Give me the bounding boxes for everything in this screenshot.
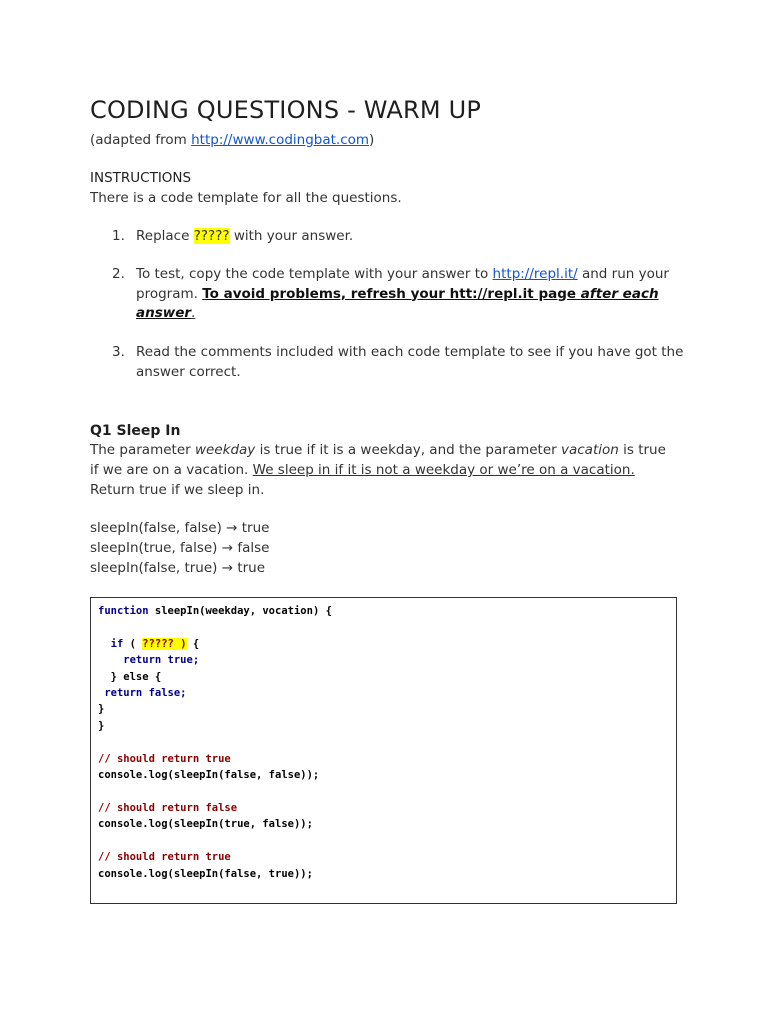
step-2-after: and run your program. — [136, 266, 669, 302]
step-number: 3. — [112, 344, 125, 360]
desc-part: Return true if we sleep in. — [90, 482, 265, 498]
step-2-end: . — [191, 305, 196, 321]
example-1: sleepIn(false, false) → true — [90, 520, 270, 536]
code-line: return false; — [98, 687, 187, 700]
code-keyword: if — [98, 637, 124, 650]
step-text: Read the comments included with each code template to see if you have got the answer correct. — [136, 344, 684, 380]
desc-part: is true if we are on a vacation. — [90, 442, 666, 478]
code-text: ( — [123, 637, 143, 650]
code-keyword: function — [98, 605, 149, 617]
placeholder-highlight: ????? — [193, 228, 230, 244]
source-attribution — [90, 130, 374, 150]
code-comment: // should return false — [98, 801, 238, 814]
step-2-warning: To avoid problems, refresh your htt://repl.it page — [202, 285, 581, 302]
page-title: CODING QUESTIONS - WARM UP — [90, 96, 482, 124]
code-line: } — [98, 703, 105, 716]
instructions-heading: INSTRUCTIONS — [90, 170, 192, 186]
code-line: console.log(sleepIn(false, false)); — [98, 769, 320, 782]
step-2-before: To test, copy the code template with your answer to — [136, 266, 493, 282]
param-weekday: weekday — [194, 442, 256, 458]
param-vacation: vacation — [561, 442, 619, 458]
desc-part: The parameter — [90, 442, 195, 458]
code-line: } — [98, 719, 105, 732]
step-1-after: with your answer. — [229, 228, 354, 244]
desc-rule: We sleep in if it is not a weekday or we’re on a vacation. — [252, 462, 635, 478]
code-line: console.log(sleepIn(true, false)); — [98, 818, 313, 831]
question-heading: Q1 Sleep In — [90, 423, 181, 439]
question-description — [90, 440, 670, 500]
code-comment: // should return true — [98, 851, 231, 864]
repl-link[interactable]: http://repl.it/ — [492, 266, 578, 282]
instructions-intro: There is a code template for all the questions. — [90, 190, 402, 206]
step-2-emphasis: after each answer — [136, 285, 659, 321]
adapted-prefix: (adapted from — [90, 132, 192, 148]
code-text: { — [186, 637, 200, 650]
step-number: 1. — [112, 228, 125, 244]
code-line: return true; — [98, 654, 200, 667]
code-comment: // should return true — [98, 752, 231, 765]
code-template-box[interactable] — [90, 597, 677, 904]
desc-part: is true if it is a weekday, and the parameter — [255, 442, 561, 458]
example-2: sleepIn(true, false) → false — [90, 540, 270, 556]
code-line: } else { — [98, 670, 162, 683]
code-block — [98, 603, 332, 882]
code-placeholder: ????? ) — [142, 637, 187, 650]
step-text — [136, 227, 696, 247]
code-text: sleepIn(weekday, vocation) { — [148, 605, 332, 617]
example-3: sleepIn(false, true) → true — [90, 560, 266, 576]
adapted-suffix: ) — [369, 132, 375, 148]
code-line: console.log(sleepIn(false, true)); — [98, 867, 313, 880]
step-1-before: Replace — [136, 228, 194, 244]
codingbat-link[interactable]: http://www.codingbat.com — [191, 132, 370, 148]
step-number: 2. — [112, 266, 125, 282]
step-text — [136, 265, 696, 324]
